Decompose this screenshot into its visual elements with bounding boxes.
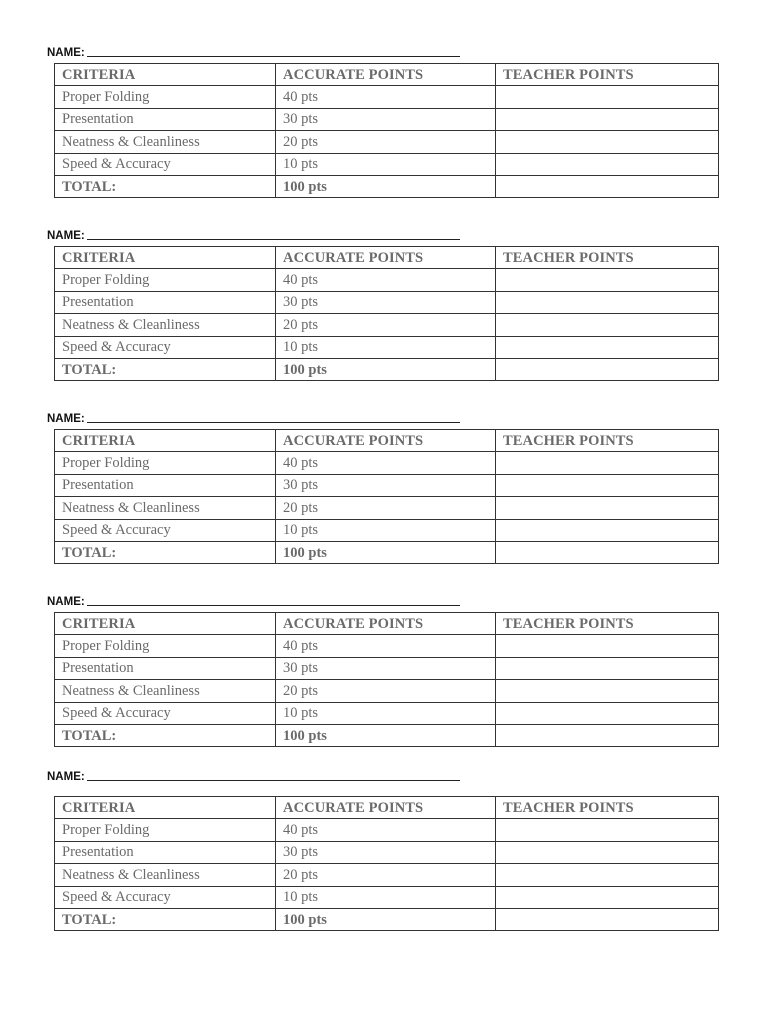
points-cell: 20 pts [276, 314, 496, 336]
teacher-points-cell[interactable] [496, 680, 719, 702]
points-cell: 20 pts [276, 497, 496, 519]
teacher-total-cell[interactable] [496, 358, 719, 380]
criteria-cell: Neatness & Cleanliness [55, 497, 276, 519]
table-row [55, 680, 719, 702]
total-row [55, 908, 719, 930]
points-cell: 30 pts [276, 657, 496, 679]
points-cell: 40 pts [276, 635, 496, 657]
points-cell: 30 pts [276, 291, 496, 313]
criteria-cell: Speed & Accuracy [55, 519, 276, 541]
name-label: NAME: [47, 771, 85, 783]
rubric-table [54, 796, 719, 931]
name-blank[interactable] [87, 604, 460, 606]
criteria-cell: Presentation [55, 657, 276, 679]
name-blank[interactable] [87, 421, 460, 423]
teacher-total-cell[interactable] [496, 541, 719, 563]
accurate-points-header: ACCURATE POINTS [276, 797, 496, 819]
table-row [55, 886, 719, 908]
total-points: 100 pts [276, 541, 496, 563]
rubric-table [54, 246, 719, 381]
teacher-points-cell[interactable] [496, 657, 719, 679]
accurate-points-header: ACCURATE POINTS [276, 430, 496, 452]
teacher-points-cell[interactable] [496, 336, 719, 358]
criteria-cell: Proper Folding [55, 86, 276, 108]
teacher-points-header: TEACHER POINTS [496, 613, 719, 635]
table-row [55, 635, 719, 657]
teacher-total-cell[interactable] [496, 724, 719, 746]
name-blank[interactable] [87, 779, 460, 781]
teacher-points-cell[interactable] [496, 497, 719, 519]
criteria-header: CRITERIA [55, 247, 276, 269]
table-row [55, 702, 719, 724]
points-cell: 30 pts [276, 841, 496, 863]
name-line [47, 409, 460, 425]
total-label: TOTAL: [55, 541, 276, 563]
name-label: NAME: [47, 413, 85, 425]
name-line [47, 226, 460, 242]
accurate-points-header: ACCURATE POINTS [276, 64, 496, 86]
table-row [55, 519, 719, 541]
teacher-points-cell[interactable] [496, 291, 719, 313]
criteria-cell: Neatness & Cleanliness [55, 131, 276, 153]
total-label: TOTAL: [55, 358, 276, 380]
points-cell: 40 pts [276, 269, 496, 291]
criteria-header: CRITERIA [55, 64, 276, 86]
points-cell: 10 pts [276, 702, 496, 724]
points-cell: 40 pts [276, 819, 496, 841]
teacher-points-cell[interactable] [496, 519, 719, 541]
criteria-cell: Speed & Accuracy [55, 336, 276, 358]
points-cell: 10 pts [276, 153, 496, 175]
table-row [55, 657, 719, 679]
table-row [55, 864, 719, 886]
criteria-cell: Neatness & Cleanliness [55, 680, 276, 702]
accurate-points-header: ACCURATE POINTS [276, 613, 496, 635]
name-blank[interactable] [87, 55, 460, 57]
criteria-cell: Speed & Accuracy [55, 886, 276, 908]
points-cell: 10 pts [276, 519, 496, 541]
name-label: NAME: [47, 230, 85, 242]
table-row [55, 291, 719, 313]
header-row [55, 430, 719, 452]
teacher-points-header: TEACHER POINTS [496, 247, 719, 269]
rubric-table [54, 612, 719, 747]
total-points: 100 pts [276, 358, 496, 380]
total-row [55, 541, 719, 563]
table-row [55, 108, 719, 130]
total-label: TOTAL: [55, 908, 276, 930]
teacher-points-cell[interactable] [496, 841, 719, 863]
header-row [55, 247, 719, 269]
total-label: TOTAL: [55, 175, 276, 197]
teacher-points-cell[interactable] [496, 131, 719, 153]
table-row [55, 336, 719, 358]
table-row [55, 474, 719, 496]
table-row [55, 86, 719, 108]
header-row [55, 613, 719, 635]
total-row [55, 358, 719, 380]
header-row [55, 64, 719, 86]
name-blank[interactable] [87, 238, 460, 240]
total-row [55, 724, 719, 746]
points-cell: 30 pts [276, 108, 496, 130]
table-row [55, 153, 719, 175]
teacher-points-header: TEACHER POINTS [496, 64, 719, 86]
rubric-table [54, 63, 719, 198]
teacher-points-cell[interactable] [496, 635, 719, 657]
teacher-points-cell[interactable] [496, 108, 719, 130]
teacher-points-cell[interactable] [496, 702, 719, 724]
name-line [47, 592, 460, 608]
criteria-header: CRITERIA [55, 430, 276, 452]
rubric-table [54, 429, 719, 564]
criteria-cell: Proper Folding [55, 819, 276, 841]
criteria-cell: Neatness & Cleanliness [55, 314, 276, 336]
teacher-points-cell[interactable] [496, 474, 719, 496]
teacher-points-cell[interactable] [496, 452, 719, 474]
criteria-cell: Proper Folding [55, 269, 276, 291]
points-cell: 20 pts [276, 680, 496, 702]
table-row [55, 819, 719, 841]
name-line [47, 43, 460, 59]
criteria-cell: Presentation [55, 108, 276, 130]
criteria-header: CRITERIA [55, 797, 276, 819]
criteria-cell: Speed & Accuracy [55, 153, 276, 175]
points-cell: 20 pts [276, 864, 496, 886]
criteria-cell: Presentation [55, 841, 276, 863]
teacher-points-cell[interactable] [496, 886, 719, 908]
criteria-cell: Presentation [55, 474, 276, 496]
teacher-points-header: TEACHER POINTS [496, 797, 719, 819]
criteria-header: CRITERIA [55, 613, 276, 635]
criteria-cell: Proper Folding [55, 452, 276, 474]
points-cell: 40 pts [276, 86, 496, 108]
total-points: 100 pts [276, 724, 496, 746]
total-points: 100 pts [276, 908, 496, 930]
teacher-points-cell[interactable] [496, 819, 719, 841]
table-row [55, 841, 719, 863]
table-row [55, 452, 719, 474]
teacher-points-cell[interactable] [496, 86, 719, 108]
table-row [55, 269, 719, 291]
points-cell: 30 pts [276, 474, 496, 496]
table-row [55, 497, 719, 519]
total-label: TOTAL: [55, 724, 276, 746]
name-label: NAME: [47, 47, 85, 59]
teacher-points-header: TEACHER POINTS [496, 430, 719, 452]
criteria-cell: Presentation [55, 291, 276, 313]
points-cell: 10 pts [276, 886, 496, 908]
teacher-points-cell[interactable] [496, 153, 719, 175]
teacher-total-cell[interactable] [496, 908, 719, 930]
criteria-cell: Proper Folding [55, 635, 276, 657]
name-label: NAME: [47, 596, 85, 608]
total-row [55, 175, 719, 197]
criteria-cell: Speed & Accuracy [55, 702, 276, 724]
total-points: 100 pts [276, 175, 496, 197]
teacher-points-cell[interactable] [496, 314, 719, 336]
points-cell: 20 pts [276, 131, 496, 153]
teacher-points-cell[interactable] [496, 269, 719, 291]
teacher-total-cell[interactable] [496, 175, 719, 197]
points-cell: 40 pts [276, 452, 496, 474]
name-line [47, 767, 460, 783]
header-row [55, 797, 719, 819]
accurate-points-header: ACCURATE POINTS [276, 247, 496, 269]
points-cell: 10 pts [276, 336, 496, 358]
table-row [55, 131, 719, 153]
criteria-cell: Neatness & Cleanliness [55, 864, 276, 886]
table-row [55, 314, 719, 336]
teacher-points-cell[interactable] [496, 864, 719, 886]
